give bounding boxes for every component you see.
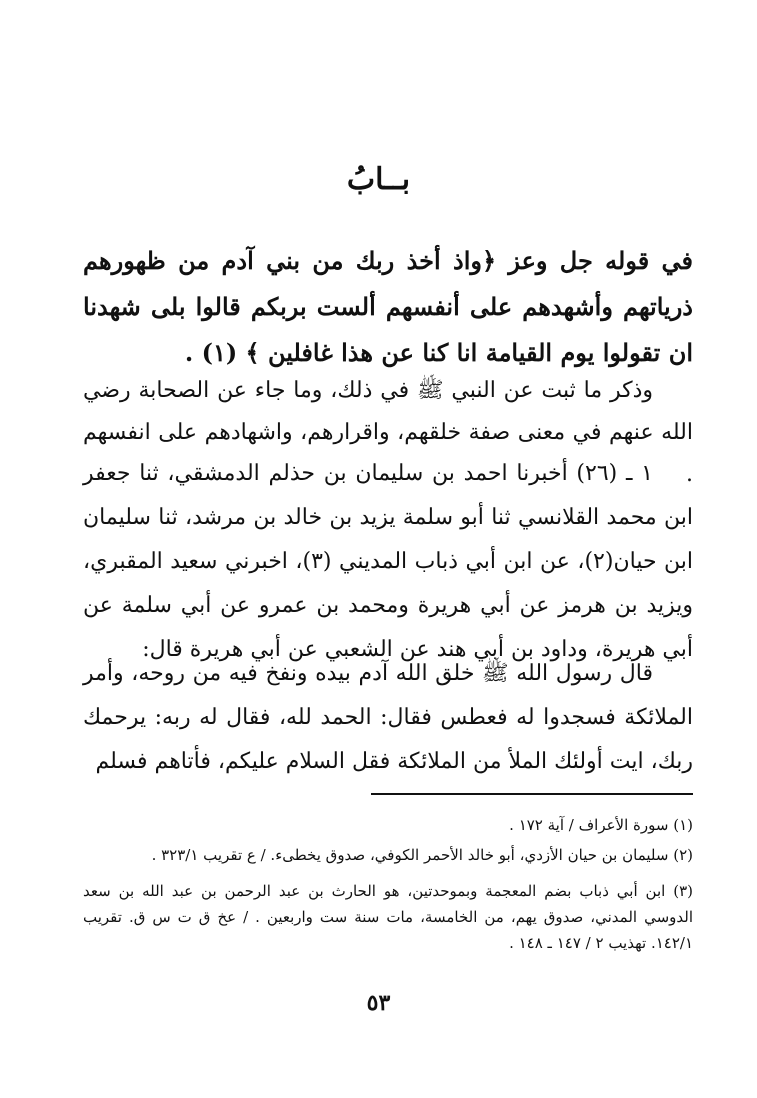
footnote-1: (١) سورة الأعراف / آية ١٧٢ .: [509, 816, 693, 834]
verse-paragraph: في قوله جل وعز ﴿واذ أخذ ربك من بني آدم من ظهورهم ذرياتهم وأشهدهم على أنفسهم ألست بربكم قالوا بلى شهدنا ان تقولوا يوم القيامة انا كنا عن هذا غافلين ﴾ (١) .: [83, 246, 693, 367]
page-number: ٥٣: [366, 990, 391, 1016]
footnote-separator: [371, 793, 693, 795]
chapter-title: بــابُ: [346, 162, 411, 197]
footnote-2: (٢) سليمان بن حيان الأزدي، أبو خالد الأحمر الكوفي، صدوق يخطىء. / ع تقريب ٣٢٣/١ .: [151, 846, 693, 864]
hadith-matn-paragraph: قال رسول الله ﷺ خلق الله آدم بيده ونفخ فيه من روحه، وأمر الملائكة فسجدوا له فعطس فقال: الحمد لله، فقال له ربه: يرحمك ربك، ايت أولئك الملأ من الملائكة فقل السلام عليكم، فأتاهم فسلم: [83, 661, 693, 774]
footnotes: [83, 812, 693, 960]
footnote-3: (٣) ابن أبي ذباب بضم المعجمة وبموحدتين، هو الحارث بن عبد الرحمن بن عبد الله بن سعد الدوسي المدني، صدوق يهم، من الخامسة، مات سنة ست واربعين . / عخ ق ت س ق. تقريب ١٤٢/١. تهذيب ٢ / ١٤٧ ـ ١٤٨ .: [83, 882, 693, 952]
hadith-isnad-paragraph: ١ ـ (٢٦) أخبرنا احمد بن سليمان بن حذلم الدمشقي، ثنا جعفر ابن محمد القلانسي ثنا أبو سلمة يزيد بن خالد بن مرشد، ثنا سليمان ابن حيان(٢)، عن ابن أبي ذباب المديني (٣)، اخبرني سعيد المقبري، ويزيد بن هرمز عن أبي هريرة ومحمد بن عمرو عن أبي سلمة عن أبي هريرة، وداود بن أبي هند عن الشعبي عن أبي هريرة قال:: [83, 461, 694, 662]
intro-paragraph: وذكر ما ثبت عن النبي ﷺ في ذلك، وما جاء عن الصحابة رضي الله عنهم في معنى صفة خلقهم، واقرارهم، واشهادهم على انفسهم .: [83, 378, 693, 487]
